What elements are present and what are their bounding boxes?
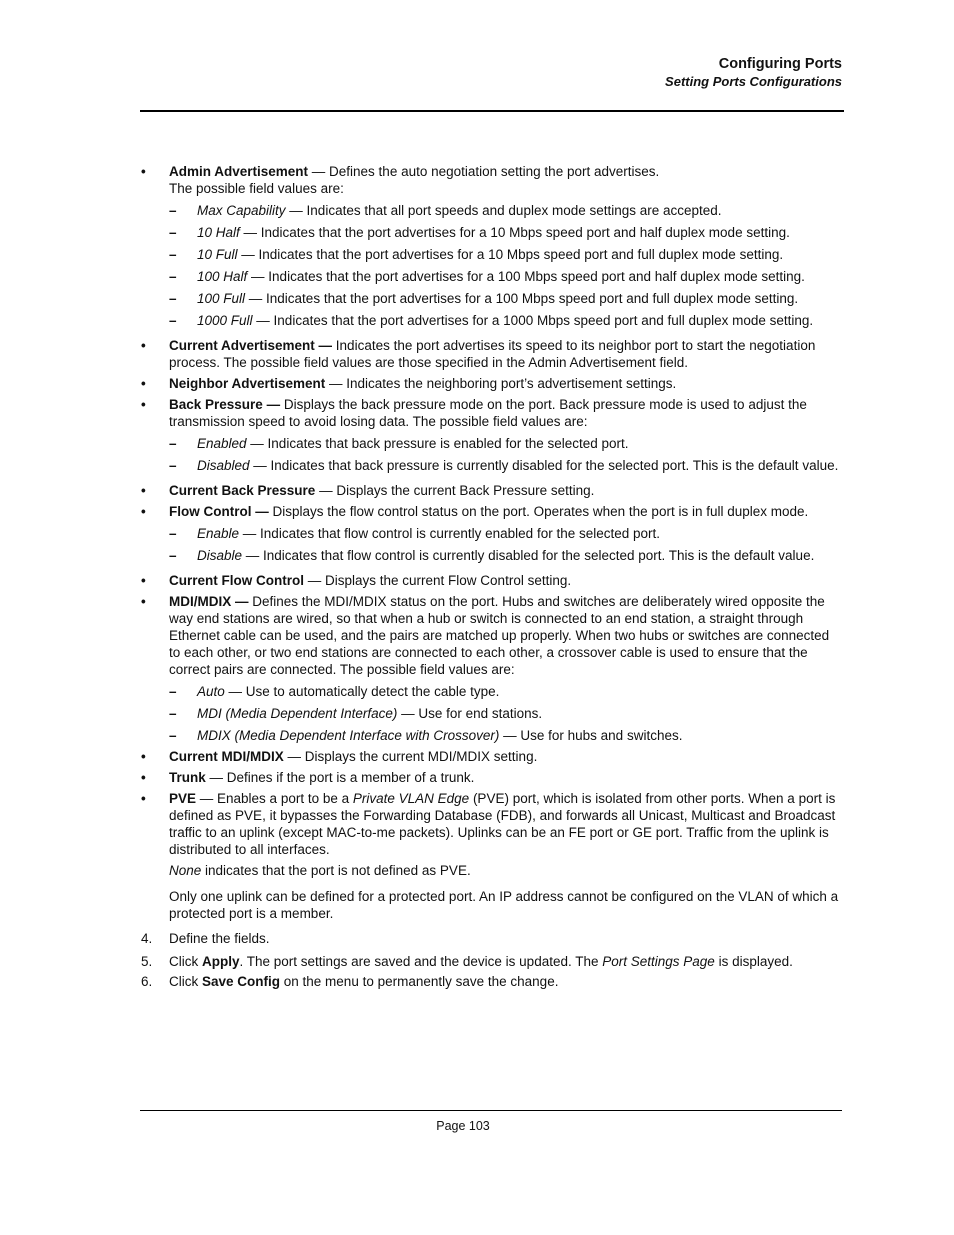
save-config-label: Save Config bbox=[202, 974, 281, 989]
header-rule bbox=[140, 110, 844, 112]
description: — Indicates that the port advertises for a 100 Mbps speed port and full duplex mode setting. bbox=[245, 291, 799, 306]
list-item-flow-control bbox=[140, 503, 840, 520]
sub-item bbox=[140, 246, 840, 263]
term: Current Advertisement — bbox=[169, 338, 333, 353]
sub-item bbox=[140, 435, 840, 452]
term: 1000 Full bbox=[197, 313, 253, 328]
apply-label: Apply bbox=[202, 954, 240, 969]
sub-item bbox=[140, 727, 840, 744]
step-text: . The port settings are saved and the device is updated. The bbox=[239, 954, 603, 969]
page-number: Page 103 bbox=[436, 1119, 490, 1133]
term: Flow Control — bbox=[169, 504, 269, 519]
sub-item bbox=[140, 547, 840, 564]
term: 10 Half bbox=[197, 225, 240, 240]
description: Displays the flow control status on the port. Operates when the port is in full duplex mode. bbox=[268, 504, 809, 519]
step-text: Click bbox=[169, 954, 202, 969]
term: Current MDI/MDIX bbox=[169, 749, 284, 764]
list-item-pve bbox=[140, 790, 840, 858]
list-item-current-mdi-mdix bbox=[140, 748, 840, 765]
step-item bbox=[140, 953, 840, 970]
dash: – bbox=[169, 291, 177, 306]
description: Displays the back pressure mode on the port. Back pressure mode is used to adjust the transmission speed to avoid losing data. The possible field values are: bbox=[169, 397, 807, 429]
description: — Indicates that the port advertises for a 10 Mbps speed port and full duplex mode setting. bbox=[237, 247, 784, 262]
bullet: • bbox=[141, 483, 146, 498]
description: (PVE) port, which is isolated from other ports. When a port is defined as PVE, it bypasses the Forwarding Database (FDB), and forwards all Unicast, Multicast and Broadcast traffic to an uplink (except MAC-to-me packets). Uplinks can be an FE port or GE port. Traffic from the uplink is distributed to all interfaces. bbox=[169, 791, 836, 857]
step-item bbox=[140, 930, 840, 947]
description: — Defines if the port is a member of a trunk. bbox=[205, 770, 475, 785]
paragraph bbox=[140, 862, 840, 879]
list-item-current-flow-control bbox=[140, 572, 840, 589]
list-item-current-advertisement bbox=[140, 337, 840, 371]
sub-item bbox=[140, 312, 840, 329]
description: — Indicates that all port speeds and duplex mode settings are accepted. bbox=[285, 203, 722, 218]
dash: – bbox=[169, 203, 177, 218]
description: — Indicates that the port advertises for a 100 Mbps speed port and half duplex mode setting. bbox=[247, 269, 805, 284]
step-text: is displayed. bbox=[714, 954, 793, 969]
dash: – bbox=[169, 458, 177, 473]
term: PVE bbox=[169, 791, 197, 806]
term: MDIX (Media Dependent Interface with Crossover) bbox=[197, 728, 500, 743]
step-text: Click bbox=[169, 974, 202, 989]
step-item bbox=[140, 973, 840, 990]
page-header bbox=[665, 55, 842, 91]
bullet: • bbox=[141, 573, 146, 588]
term: MDI/MDIX — bbox=[169, 594, 249, 609]
description: — Use for end stations. bbox=[397, 706, 543, 721]
description: Defines the MDI/MDIX status on the port. Hubs and switches are deliberately wired opposite the way end stations are wired, so that when a hub or switch is connected to an end station, a straight through Ethernet cable can be used, and the pairs are matched up properly. When two hubs or switches are connected to each other, or two end stations are connected to each other, a crossover cable is used to ensure that the correct pairs are connected. The possible field values are: bbox=[169, 594, 830, 677]
term: Enabled bbox=[197, 436, 247, 451]
term: Trunk bbox=[169, 770, 206, 785]
description: Indicates the port advertises its speed to its neighbor port to start the negotiation process. The possible field values are those specified in the Admin Advertisement field. bbox=[169, 338, 816, 370]
step-number: 6. bbox=[141, 974, 153, 989]
description: — Indicates that back pressure is currently disabled for the selected port. This is the default value. bbox=[249, 458, 839, 473]
term: Disabled bbox=[197, 458, 250, 473]
term: Max Capability bbox=[197, 203, 286, 218]
body-content bbox=[140, 163, 840, 990]
italic-term: Private VLAN Edge bbox=[352, 791, 470, 806]
dash: – bbox=[169, 269, 177, 284]
term: 100 Full bbox=[197, 291, 246, 306]
list-item-neighbor-advertisement bbox=[140, 375, 840, 392]
sub-item bbox=[140, 705, 840, 722]
bullet: • bbox=[141, 749, 146, 764]
sub-item bbox=[140, 457, 840, 474]
description: — Displays the current Flow Control setting. bbox=[304, 573, 572, 588]
description: — Use for hubs and switches. bbox=[499, 728, 683, 743]
term: Back Pressure — bbox=[169, 397, 281, 412]
step-number: 5. bbox=[141, 954, 153, 969]
term: Current Back Pressure bbox=[169, 483, 316, 498]
bullet: • bbox=[141, 504, 146, 519]
description: — Displays the current MDI/MDIX setting. bbox=[283, 749, 538, 764]
paragraph: The possible field values are: bbox=[169, 181, 344, 196]
dash: – bbox=[169, 706, 177, 721]
chapter-title: Configuring Ports bbox=[718, 56, 842, 72]
sub-item bbox=[140, 290, 840, 307]
bullet: • bbox=[141, 594, 146, 609]
dash: – bbox=[169, 684, 177, 699]
dash: – bbox=[169, 526, 177, 541]
note-paragraph: Only one uplink can be defined for a protected port. An IP address cannot be configured on the VLAN of which a protected port is a member. bbox=[169, 889, 839, 921]
term: Enable bbox=[197, 526, 240, 541]
footer-rule bbox=[140, 1110, 842, 1111]
list-item-back-pressure bbox=[140, 396, 840, 430]
dash: – bbox=[169, 313, 177, 328]
bullet: • bbox=[141, 164, 146, 179]
bullet: • bbox=[141, 338, 146, 353]
term: MDI (Media Dependent Interface) bbox=[197, 706, 398, 721]
bullet: • bbox=[141, 397, 146, 412]
term: Disable bbox=[197, 548, 243, 563]
dash: – bbox=[169, 548, 177, 563]
description: — Indicates that flow control is currently enabled for the selected port. bbox=[239, 526, 661, 541]
list-item-admin-advertisement bbox=[140, 163, 840, 180]
step-text: on the menu to permanently save the change. bbox=[280, 974, 559, 989]
list-item-trunk bbox=[140, 769, 840, 786]
dash: – bbox=[169, 225, 177, 240]
term: None bbox=[169, 863, 202, 878]
step-number: 4. bbox=[141, 931, 153, 946]
description: — Enables a port to be a bbox=[196, 791, 353, 806]
sub-item bbox=[140, 268, 840, 285]
dash: – bbox=[169, 247, 177, 262]
step-text: Define the fields. bbox=[169, 931, 270, 946]
section-title: Setting Ports Configurations bbox=[665, 74, 842, 89]
description: — Use to automatically detect the cable type. bbox=[224, 684, 500, 699]
sub-item bbox=[140, 202, 840, 219]
sub-item bbox=[140, 683, 840, 700]
term: 10 Full bbox=[197, 247, 238, 262]
description: — Defines the auto negotiation setting the port advertises. bbox=[308, 164, 660, 179]
term: 100 Half bbox=[197, 269, 248, 284]
term: Admin Advertisement bbox=[169, 164, 309, 179]
dash: – bbox=[169, 728, 177, 743]
bullet: • bbox=[141, 376, 146, 391]
description: — Indicates that the port advertises for a 1000 Mbps speed port and full duplex mode setting. bbox=[252, 313, 814, 328]
description: indicates that the port is not defined as PVE. bbox=[201, 863, 471, 878]
bullet: • bbox=[141, 770, 146, 785]
list-item-current-back-pressure bbox=[140, 482, 840, 499]
description: — Indicates that back pressure is enabled for the selected port. bbox=[246, 436, 629, 451]
description: — Indicates the neighboring port’s advertisement settings. bbox=[325, 376, 677, 391]
bullet: • bbox=[141, 791, 146, 806]
term: Current Flow Control bbox=[169, 573, 304, 588]
description: — Indicates that the port advertises for a 10 Mbps speed port and half duplex mode setting. bbox=[239, 225, 790, 240]
description: — Displays the current Back Pressure setting. bbox=[315, 483, 595, 498]
term: Neighbor Advertisement bbox=[169, 376, 326, 391]
sub-item bbox=[140, 224, 840, 241]
description: — Indicates that flow control is currently disabled for the selected port. This is the default value. bbox=[242, 548, 815, 563]
dash: – bbox=[169, 436, 177, 451]
term: Auto bbox=[197, 684, 225, 699]
sub-item bbox=[140, 525, 840, 542]
list-item-mdi-mdix bbox=[140, 593, 840, 678]
page-name: Port Settings Page bbox=[602, 954, 715, 969]
